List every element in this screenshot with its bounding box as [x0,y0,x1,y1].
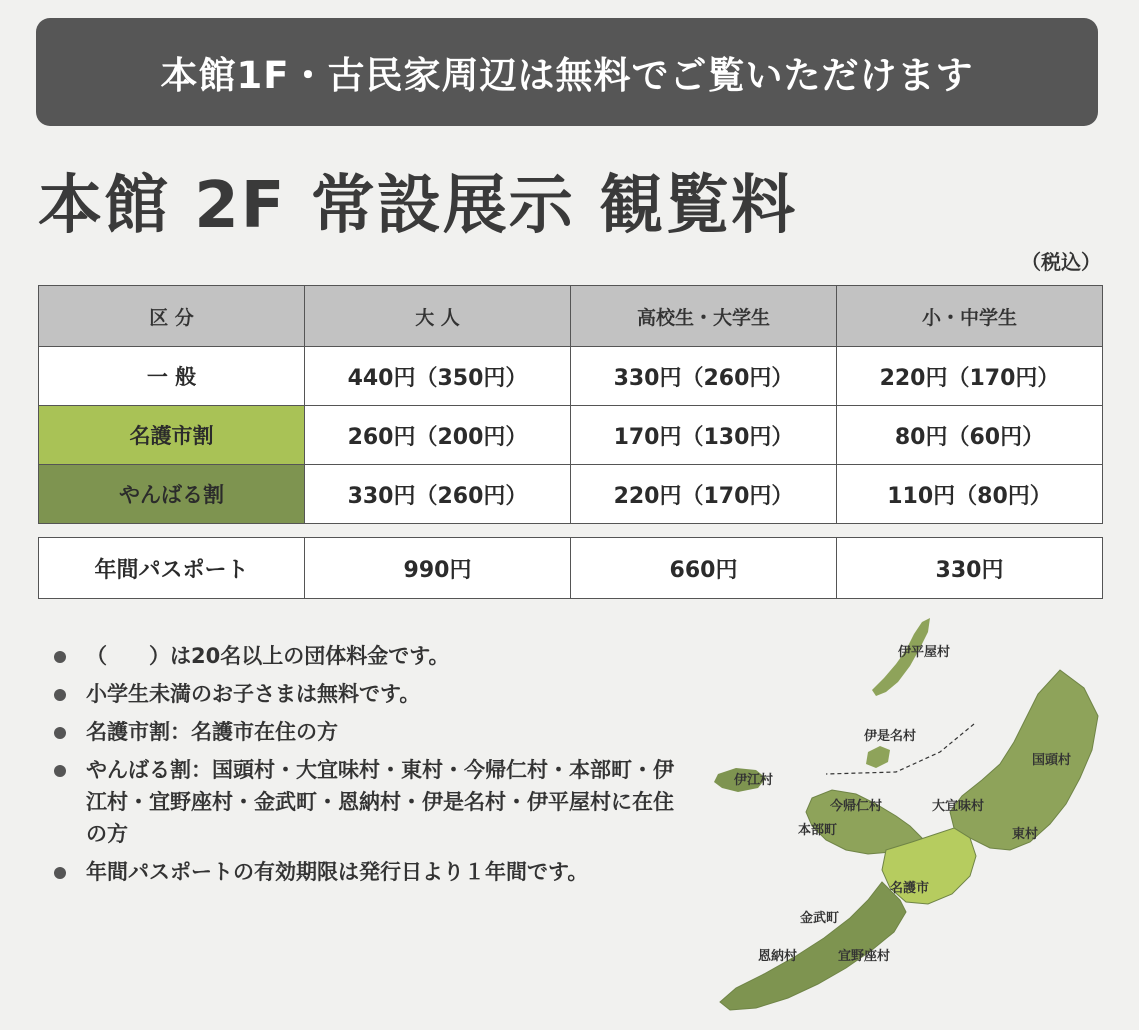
map-region-north [950,670,1098,850]
tax-included-note: （税込） [1021,250,1101,274]
header-category: 区 分 [39,286,305,347]
map-label-higashi: 東村 [1012,827,1039,842]
note-text: 年間パスポートの有効期限は発行日より１年間です。 [86,860,589,884]
header-adult: 大 人 [305,286,571,347]
yanbaru-region-map [700,612,1120,1022]
fee-cell: 260円（200円） [305,406,571,465]
annual-pass-hs-univ: 660円 [571,538,837,599]
list-item [52,678,692,710]
list-item [52,754,692,850]
annual-pass-table [38,537,1103,599]
annual-pass-elem-jr: 330円 [837,538,1103,599]
page-title: 本館 2F 常設展示 観覧料 [38,169,798,243]
bullet-icon [54,765,66,777]
notes-list [52,640,692,894]
header-elementary-junior-high: 小・中学生 [837,286,1103,347]
annual-pass-adult: 990円 [305,538,571,599]
list-item [52,640,692,672]
table-row [39,465,1103,524]
map-label-motobu: 本部町 [798,823,838,838]
category-nago-discount: 名護市割 [39,406,305,465]
bullet-icon [54,689,66,701]
map-label-ie: 伊江村 [734,773,774,788]
table-row [39,538,1103,599]
map-region-south [720,882,906,1010]
fee-cell: 330円（260円） [571,347,837,406]
fee-cell: 220円（170円） [837,347,1103,406]
map-label-nago: 名護市 [890,881,930,896]
fee-cell: 440円（350円） [305,347,571,406]
fee-cell: 220円（170円） [571,465,837,524]
fee-cell: 110円（80円） [837,465,1103,524]
fee-cell: 80円（60円） [837,406,1103,465]
map-label-kunigami: 国頭村 [1032,753,1072,768]
map-label-izena: 伊是名村 [864,729,917,744]
bullet-icon [54,867,66,879]
header-high-school-university: 高校生・大学生 [571,286,837,347]
map-label-ginoza: 宜野座村 [838,949,891,964]
note-text: 名護市割：名護市在住の方 [86,720,338,744]
note-text: （ ）は20名以上の団体料金です。 [86,644,450,668]
map-label-nakijin: 今帰仁村 [830,799,883,814]
free-admission-banner: 本館1F・古民家周辺は無料でご覧いただけます [36,18,1098,126]
category-yanbaru-discount: やんばる割 [39,465,305,524]
note-text: やんばる割：国頭村・大宜味村・東村・今帰仁村・本部町・伊江村・宜野座村・金武町・恩納村・伊是名村・伊平屋村に在住の方 [86,758,674,846]
map-label-onna: 恩納村 [758,949,798,964]
fee-table-header-row [39,286,1103,347]
map-label-ogimi: 大宜味村 [932,799,985,814]
note-text: 小学生未満のお子さまは無料です。 [86,682,421,706]
map-island-izena [866,746,890,768]
bullet-icon [54,651,66,663]
fee-cell: 170円（130円） [571,406,837,465]
fee-cell: 330円（260円） [305,465,571,524]
list-item [52,716,692,748]
map-label-iheya: 伊平屋村 [898,645,951,660]
category-general: 一 般 [39,347,305,406]
table-row [39,347,1103,406]
fee-table [38,285,1103,524]
table-row [39,406,1103,465]
list-item [52,856,692,888]
map-label-kin: 金武町 [800,911,840,926]
annual-pass-label: 年間パスポート [39,538,305,599]
bullet-icon [54,727,66,739]
